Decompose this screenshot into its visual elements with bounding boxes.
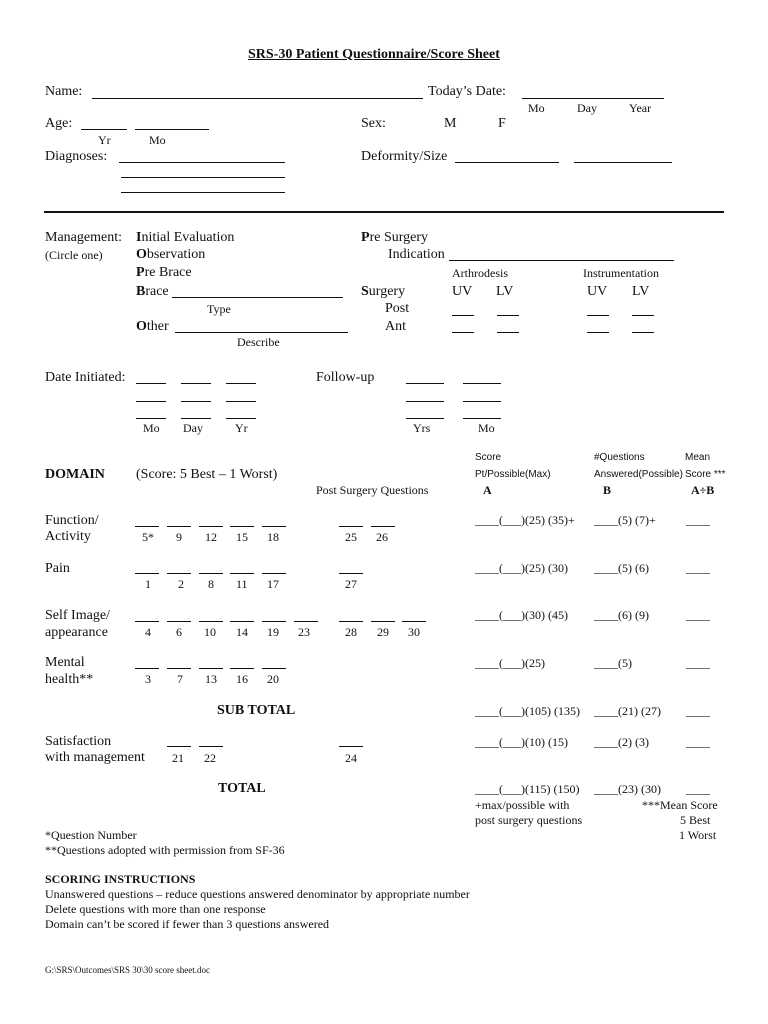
option-pre-surgery[interactable]: Pre Surgery — [361, 230, 429, 245]
question-number: 21 — [172, 751, 184, 765]
question-number: 16 — [236, 672, 248, 686]
answer-blank[interactable] — [167, 746, 191, 747]
row-function-label1: Function/ — [45, 513, 99, 528]
question-number: 27 — [345, 577, 357, 591]
answer-blank[interactable] — [230, 621, 254, 622]
circle-one-note: (Circle one) — [45, 248, 103, 262]
post-inst-uv-field[interactable] — [587, 315, 609, 316]
diagnoses-label: Diagnoses: — [45, 149, 108, 164]
option-observation[interactable]: Observation — [136, 247, 206, 262]
management-label: Management: — [45, 230, 122, 245]
followup-yrs-2[interactable] — [406, 401, 444, 402]
col-score-line3: A — [483, 483, 492, 497]
question-number: 13 — [205, 672, 217, 686]
row-satisfaction-label2: with management — [45, 750, 145, 765]
age-months-field[interactable] — [135, 129, 209, 130]
answer-blank[interactable] — [135, 621, 159, 622]
name-field[interactable] — [92, 98, 423, 99]
answer-blank[interactable] — [167, 621, 191, 622]
post-inst-lv-field[interactable] — [632, 315, 654, 316]
instrumentation-uv: UV — [587, 284, 608, 299]
row-function-label2: Activity — [45, 529, 91, 544]
question-number: 9 — [176, 530, 182, 544]
question-number: 25 — [345, 530, 357, 544]
initiated-yr-1[interactable] — [226, 383, 256, 384]
arthrodesis-lv: LV — [496, 284, 514, 299]
row-mental-label2: health** — [45, 672, 94, 687]
mean-note-line1: ***Mean Score — [642, 798, 718, 812]
diagnoses-field-1[interactable] — [119, 162, 285, 163]
col-mean-line2: Score *** — [685, 469, 726, 480]
answer-blank[interactable] — [262, 526, 286, 527]
scoring-line: Domain can’t be scored if fewer than 3 questions answered — [45, 917, 330, 931]
question-number: 1 — [145, 577, 151, 591]
answer-blank[interactable] — [339, 746, 363, 747]
sex-label: Sex: — [361, 116, 386, 131]
question-number: 30 — [408, 625, 420, 639]
age-part-yr: Yr — [98, 133, 111, 147]
scoring-title: SCORING INSTRUCTIONS — [45, 872, 196, 886]
initiated-day-3[interactable] — [181, 418, 211, 419]
answer-blank[interactable] — [167, 526, 191, 527]
question-number: 8 — [208, 577, 214, 591]
col-questions-line3: B — [603, 483, 612, 497]
row-satisfaction-label1: Satisfaction — [45, 734, 112, 749]
ant-inst-uv-field[interactable] — [587, 332, 609, 333]
age-label: Age: — [45, 116, 73, 131]
subtotal-answered[interactable]: ____(21) (27) — [594, 704, 661, 718]
answer-blank[interactable] — [230, 668, 254, 669]
followup-mo-2[interactable] — [463, 401, 501, 402]
answer-blank[interactable] — [371, 526, 395, 527]
answer-blank[interactable] — [262, 573, 286, 574]
total-score[interactable]: ____(___)(115) (150) — [475, 782, 580, 796]
total-answered[interactable]: ____(23) (30) — [594, 782, 661, 796]
followup-mo-1[interactable] — [463, 383, 501, 384]
subtotal-score[interactable]: ____(___)(105) (135) — [475, 704, 580, 718]
subtotal-mean[interactable]: ____ — [686, 704, 710, 718]
answered-cell[interactable]: ____(5) (7)+ — [594, 513, 656, 527]
file-path: G:\SRS\Outcomes\SRS 30\30 score sheet.doc — [45, 965, 210, 975]
footnote-sf36: **Questions adopted with permission from SF-36 — [45, 843, 285, 857]
initiated-yr-2[interactable] — [226, 401, 256, 402]
initiated-part-yr: Yr — [235, 421, 248, 435]
arthrodesis-uv: UV — [452, 284, 473, 299]
ant-arth-uv-field[interactable] — [452, 332, 474, 333]
answer-blank[interactable] — [135, 573, 159, 574]
question-number: 23 — [298, 625, 310, 639]
answer-blank[interactable] — [230, 526, 254, 527]
answer-blank[interactable] — [167, 573, 191, 574]
deformity-label: Deformity/Size — [361, 149, 448, 164]
question-number: 20 — [267, 672, 279, 686]
answer-blank[interactable] — [199, 746, 223, 747]
question-number: 28 — [345, 625, 357, 639]
answer-blank[interactable] — [230, 573, 254, 574]
mean-note-line3: 1 Worst — [679, 828, 717, 842]
max-note-line2: post surgery questions — [475, 813, 583, 827]
question-number: 26 — [376, 530, 388, 544]
brace-type-field[interactable] — [172, 297, 343, 298]
question-number: 11 — [236, 577, 248, 591]
score-cell[interactable]: ____(___)(25) (30) — [475, 561, 568, 575]
post-label: Post — [385, 301, 410, 316]
todays-date-field[interactable] — [522, 98, 664, 99]
question-number: 2 — [178, 577, 184, 591]
total-label: TOTAL — [218, 781, 266, 796]
col-mean-line1: Mean — [685, 452, 711, 463]
answer-blank[interactable] — [339, 621, 363, 622]
option-initial-evaluation[interactable]: Initial Evaluation — [136, 230, 235, 245]
question-number: 7 — [177, 672, 183, 686]
name-label: Name: — [45, 84, 83, 99]
answered-cell[interactable]: ____(5) (6) — [594, 561, 649, 575]
question-number: 12 — [205, 530, 217, 544]
post-arth-lv-field[interactable] — [497, 315, 519, 316]
question-number: 22 — [204, 751, 216, 765]
mean-cell[interactable]: ____ — [686, 561, 710, 575]
max-note-line1: +max/possible with — [475, 798, 570, 812]
date-part-day: Day — [577, 101, 597, 115]
deformity-field-1[interactable] — [455, 162, 559, 163]
col-questions-line1: #Questions — [594, 452, 645, 463]
deformity-field-2[interactable] — [574, 162, 672, 163]
option-other[interactable]: Other — [136, 319, 169, 334]
answered-cell[interactable]: ____(6) (9) — [594, 608, 649, 622]
ant-arth-lv-field[interactable] — [497, 332, 519, 333]
row-self-image-label1: Self Image/ — [45, 608, 110, 623]
score-cell[interactable]: ____(___)(30) (45) — [475, 608, 568, 622]
question-number: 6 — [176, 625, 182, 639]
date-initiated-label: Date Initiated: — [45, 370, 126, 385]
answered-cell[interactable]: ____(5) — [594, 656, 632, 670]
diagnoses-field-3[interactable] — [121, 192, 285, 193]
other-describe-field[interactable] — [175, 332, 348, 333]
initiated-day-2[interactable] — [181, 401, 211, 402]
row-mental-label1: Mental — [45, 655, 85, 670]
question-number: 4 — [145, 625, 151, 639]
initiated-mo-2[interactable] — [136, 401, 166, 402]
footnote-question-number: *Question Number — [45, 828, 137, 842]
mean-cell[interactable]: ____ — [686, 656, 710, 670]
score-cell[interactable]: ____(___)(25) — [475, 656, 545, 670]
followup-yrs-1[interactable] — [406, 383, 444, 384]
question-number: 29 — [377, 625, 389, 639]
instrumentation-lv: LV — [632, 284, 650, 299]
type-label: Type — [207, 302, 231, 316]
satisfaction-answered[interactable]: ____(2) (3) — [594, 735, 649, 749]
question-number: 18 — [267, 530, 279, 544]
initiated-yr-3[interactable] — [226, 418, 256, 419]
domain-header: DOMAIN — [45, 467, 105, 482]
question-number: 17 — [267, 577, 279, 591]
initiated-part-day: Day — [183, 421, 203, 435]
answer-blank[interactable] — [199, 668, 223, 669]
mean-cell[interactable]: ____ — [686, 608, 710, 622]
satisfaction-mean[interactable]: ____ — [686, 735, 710, 749]
question-number: 3 — [145, 672, 151, 686]
answer-blank[interactable] — [371, 621, 395, 622]
answer-blank[interactable] — [339, 526, 363, 527]
question-number: 10 — [204, 625, 216, 639]
page-title: SRS-30 Patient Questionnaire/Score Sheet — [248, 47, 500, 62]
question-number: 15 — [236, 530, 248, 544]
indication-field[interactable] — [449, 260, 674, 261]
col-questions-line2: Answered(Possible) — [594, 469, 683, 480]
answer-blank[interactable] — [402, 621, 426, 622]
age-part-mo: Mo — [149, 133, 166, 147]
question-number: 19 — [267, 625, 279, 639]
col-score-line1: Score — [475, 452, 502, 463]
answer-blank[interactable] — [167, 668, 191, 669]
initiated-day-1[interactable] — [181, 383, 211, 384]
total-mean[interactable]: ____ — [686, 782, 710, 796]
answer-blank[interactable] — [294, 621, 318, 622]
question-number: 5* — [142, 530, 154, 544]
row-pain-label: Pain — [45, 561, 70, 576]
date-part-year: Year — [629, 101, 652, 115]
ant-label: Ant — [385, 319, 406, 334]
mean-note-line2: 5 Best — [680, 813, 711, 827]
scoring-line: Unanswered questions – reduce questions answered denominator by appropriate number — [45, 887, 470, 901]
followup-mo-3[interactable] — [463, 418, 501, 419]
score-cell[interactable]: ____(___)(25) (35)+ — [475, 513, 575, 527]
age-years-field[interactable] — [81, 129, 127, 130]
question-number: 24 — [345, 751, 357, 765]
initiated-mo-1[interactable] — [136, 383, 166, 384]
answer-blank[interactable] — [199, 573, 223, 574]
option-surgery[interactable]: Surgery — [361, 284, 406, 299]
followup-part-mo: Mo — [478, 421, 495, 435]
followup-yrs-3[interactable] — [406, 418, 444, 419]
follow-up-label: Follow-up — [316, 370, 375, 385]
mean-cell[interactable]: ____ — [686, 513, 710, 527]
option-pre-brace[interactable]: Pre Brace — [136, 265, 192, 280]
col-score-line2: Pt/Possible(Max) — [475, 469, 551, 480]
option-brace[interactable]: Brace — [136, 284, 169, 299]
score-scale: (Score: 5 Best – 1 Worst) — [136, 467, 278, 482]
followup-part-yrs: Yrs — [413, 421, 431, 435]
answer-blank[interactable] — [262, 668, 286, 669]
row-self-image-label2: appearance — [45, 625, 108, 640]
initiated-mo-3[interactable] — [136, 418, 166, 419]
sex-option-f[interactable]: F — [498, 116, 506, 131]
indication-label: Indication — [388, 247, 445, 262]
describe-label: Describe — [237, 335, 280, 349]
answer-blank[interactable] — [199, 526, 223, 527]
answer-blank[interactable] — [339, 573, 363, 574]
satisfaction-score[interactable]: ____(___)(10) (15) — [475, 735, 568, 749]
instrumentation-label: Instrumentation — [583, 266, 659, 280]
question-number: 14 — [236, 625, 248, 639]
todays-date-label: Today’s Date: — [428, 84, 506, 99]
scoring-line: Delete questions with more than one response — [45, 902, 266, 916]
diagnoses-field-2[interactable] — [121, 177, 285, 178]
col-mean-line3: A÷B — [691, 483, 715, 497]
answer-blank[interactable] — [135, 526, 159, 527]
subtotal-label: SUB TOTAL — [217, 703, 296, 718]
answer-blank[interactable] — [199, 621, 223, 622]
post-surgery-header: Post Surgery Questions — [316, 483, 429, 497]
date-part-mo: Mo — [528, 101, 545, 115]
post-arth-uv-field[interactable] — [452, 315, 474, 316]
ant-inst-lv-field[interactable] — [632, 332, 654, 333]
answer-blank[interactable] — [262, 621, 286, 622]
section-divider — [44, 211, 724, 213]
answer-blank[interactable] — [135, 668, 159, 669]
arthrodesis-label: Arthrodesis — [452, 266, 508, 280]
sex-option-m[interactable]: M — [444, 116, 457, 131]
initiated-part-mo: Mo — [143, 421, 160, 435]
